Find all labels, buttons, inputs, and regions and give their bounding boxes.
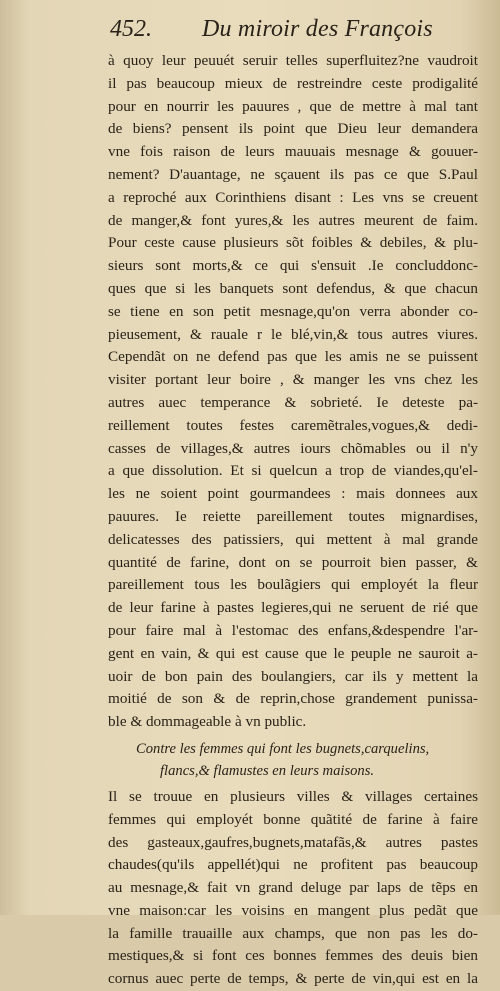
- text-line-last: ble & dommageable à vn public.: [108, 713, 307, 731]
- text-line: quantité de farine, dont on se pourroit bien passer, &: [108, 553, 478, 571]
- text-line: vne maison:car les voisins en mangent plus pedãt que: [108, 901, 478, 919]
- text-line: gent en vain, & qui est cause que le peuple ne sauroit a-: [108, 644, 478, 662]
- text-line: nement? D'auantage, ne sçauent ils pas ce que S.Paul: [108, 165, 478, 183]
- page-number: 452.: [110, 16, 152, 42]
- text-line: visiter portant leur boire , & manger les vns chez les: [108, 371, 478, 389]
- text-line: reillement toutes festes caremẽtrales,vogues,& dedi-: [108, 416, 478, 434]
- text-line: se tiene en son petit mesnage,qu'on verra abonder co-: [108, 302, 478, 320]
- text-line: de manger,& font yures,& les autres meurent de faim.: [108, 211, 478, 229]
- text-line: Il se trouue en plusieurs villes & villages certaines: [108, 787, 478, 805]
- main-text: [108, 50, 478, 991]
- text-line: Cependãt on ne defend pas que les amis ne se puissent: [108, 348, 478, 366]
- text-line: il pas beaucoup mieux de restreindre ceste prodigalité: [108, 74, 478, 92]
- text-line: pour en nourrir les pauures , que de mettre à mal tant: [108, 97, 478, 115]
- text-line: mestiques,& si font ces bonnes femmes des deuis bien: [108, 947, 478, 965]
- text-line: a reproché aux Corinthiens disant : Les vns se creuent: [108, 188, 478, 206]
- text-line: cornus auec perte de temps, & perte de vin,qui est en la: [108, 970, 478, 988]
- text-line: a que dissolution. Et si quelcun a trop de viandes,qu'el-: [108, 462, 478, 480]
- section-heading: Contre les femmes qui font les bugnets,carquelins,: [136, 740, 430, 757]
- text-line: de leur farine à pastes legieres,qui ne seruent de rié que: [108, 599, 478, 617]
- text-line: des gasteaux,gaufres,bugnets,matafãs,& autres pastes: [108, 833, 478, 851]
- text-line: de biens? pensent ils point que Dieu leur demandera: [108, 120, 478, 138]
- text-line: casses de villages,& autres iours chõmables ou il n'y: [108, 439, 478, 457]
- text-line: Pour ceste cause plusieurs sõt foibles & debiles, & plu-: [108, 234, 478, 252]
- text-line: femmes qui employét bonne quãtité de farine à faire: [108, 810, 478, 828]
- text-line: pour faire mal à l'estomac des enfans,&despendre l'ar-: [108, 621, 478, 639]
- section-heading: flancs,& flamustes en leurs maisons.: [160, 762, 375, 779]
- text-line: pareillement tous les boulãgiers qui employét la fleur: [108, 576, 478, 594]
- text-line: delicatesses des patissiers, qui mettent à mal grande: [108, 530, 478, 548]
- text-line: moitié de son & de reprin,chose grandement punissa-: [108, 690, 478, 708]
- page-header: [110, 16, 480, 46]
- text-line: la famille trauaille aux champs, que non pas les do-: [108, 924, 478, 942]
- text-line: uoir de bon pain des boulangiers, car ils y mettent la: [108, 667, 478, 685]
- text-line: autres auec temperance & sobrieté. Ie deteste pa-: [108, 393, 478, 411]
- text-line: chaudes(qu'ils appellét)qui ne profitent pas beaucoup: [108, 856, 478, 874]
- text-line: ques que si les banquets sont defendus, & que chacun: [108, 279, 478, 297]
- text-line: à quoy leur peuuét seruir telles superfluitez?ne vaudroit: [108, 52, 478, 69]
- text-line: les ne soient point gourmandees : mais donnees aux: [108, 485, 478, 503]
- text-line: pieusement, & rauale r le blé,vin,& tous autres viures.: [108, 325, 478, 343]
- text-line: pauures. Ie reiette pareillement toutes mignardises,: [108, 507, 478, 525]
- text-line: au mesnage,& fait vn grand deluge par laps de tẽps en: [108, 879, 478, 897]
- text-line: sieurs sont morts,& ce qui s'ensuit .Ie concluddonc-: [108, 257, 478, 275]
- text-line: vne fois raison de leurs mauuais mesnage & gouuer-: [108, 143, 478, 161]
- running-title: Du miroir des François: [202, 16, 433, 42]
